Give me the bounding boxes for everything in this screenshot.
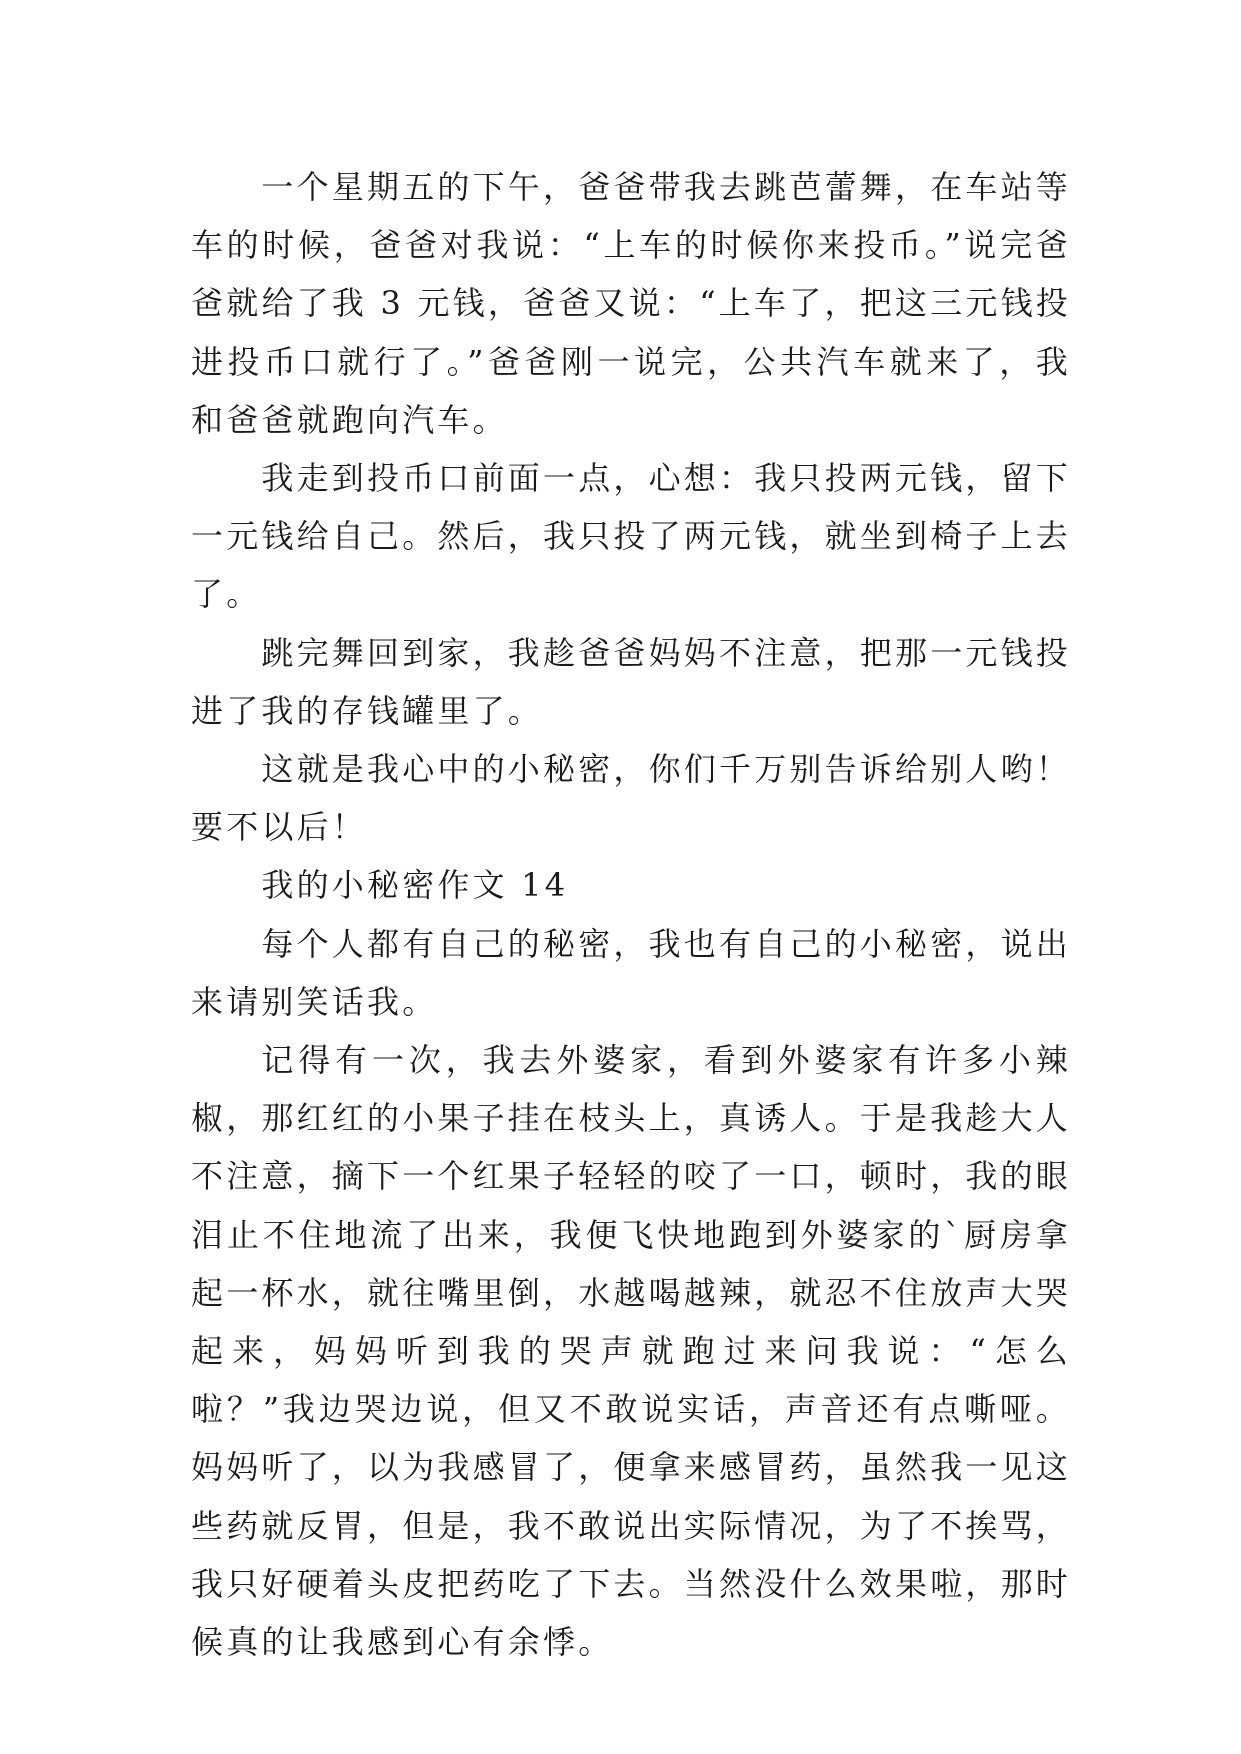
document-body [191,158,1071,1671]
paragraph-intro: 每个人都有自己的秘密，我也有自己的小秘密，说出来请别笑话我。 [191,924,1071,1021]
paragraph-coin-drop: 我走到投币口前面一点，心想：我只投两元钱，留下一元钱给自己。然后，我只投了两元钱，就坐到椅子上去了。 [191,459,1072,614]
paragraph-chili-story: 记得有一次，我去外婆家，看到外婆家有许多小辣椒，那红红的小果子挂在枝头上，真诱人。于是我趁大人不注意，摘下一个红果子轻轻的咬了一口，顿时，我的眼泪止不住地流了出来，我便飞快地跑到外婆家的`厨房拿起一杯水，就往嘴里倒，水越喝越辣，就忍不住放声大哭起来，妈妈听到我的哭声就跑过来问我说：“怎么啦？”我边哭边说，但又不敢说实话，声音还有点嘶哑。妈妈听了，以为我感冒了，便拿来感冒药，虽然我一见这些药就反胃，但是，我不敢说出实际情况，为了不挨骂，我只好硬着头皮把药吃了下去。当然没什么效果啦，那时候真的让我感到心有余悸。 [191,1041,1072,1662]
paragraph-piggy-bank: 跳完舞回到家，我趁爸爸妈妈不注意，把那一元钱投进了我的存钱罐里了。 [191,633,1071,730]
section-title: 我的小秘密作文 14 [261,866,569,905]
paragraph-bus-ride: 一个星期五的下午，爸爸带我去跳芭蕾舞，在车站等车的时候，爸爸对我说：“上车的时候你来投币。”说完爸爸就给了我 3 元钱，爸爸又说：“上车了，把这三元钱投进投币口就行了。”爸爸刚一说完，公共汽车就来了，我和爸爸就跑向汽车。 [191,168,1071,439]
paragraph-secret: 这就是我心中的小秘密，你们千万别告诉给别人哟！要不以后！ [191,750,1071,847]
